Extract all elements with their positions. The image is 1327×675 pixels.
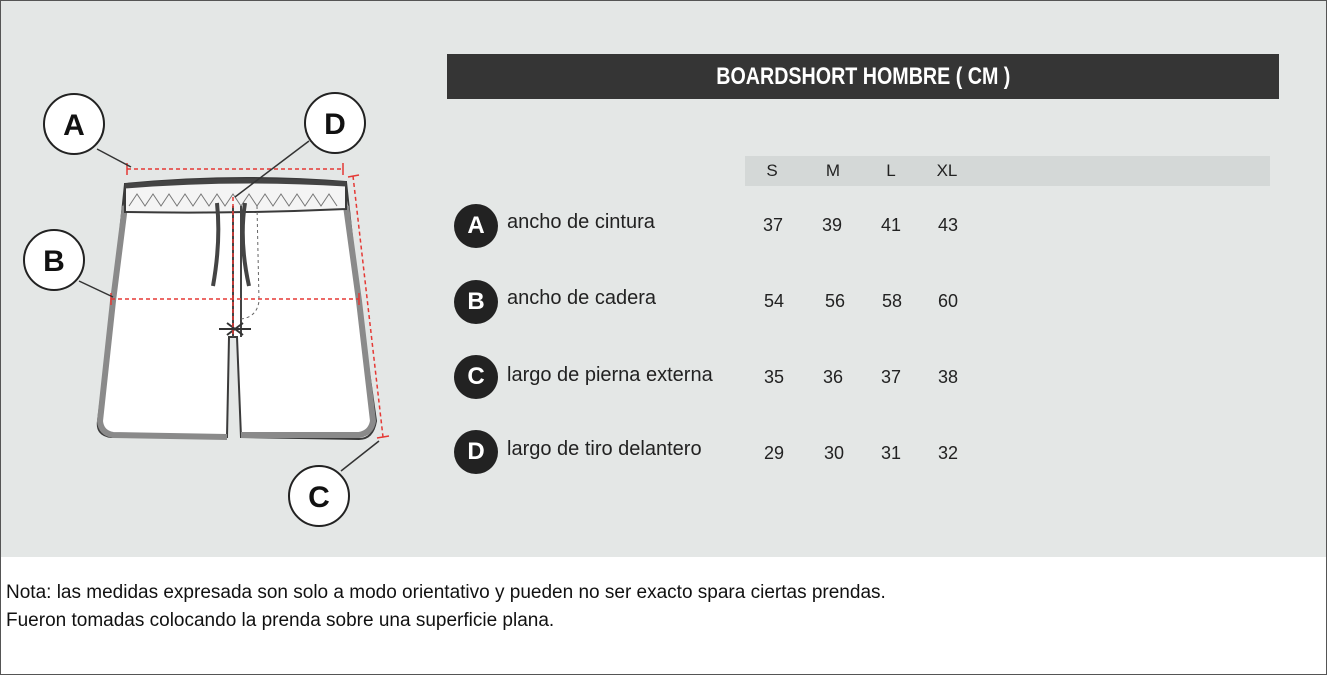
diagram-badge-d (305, 93, 365, 153)
diagram-letter-d: D (324, 108, 346, 141)
cell-b-xl: 60 (937, 291, 959, 311)
note-line-2: Fueron tomadas colocando la prenda sobre una superficie plana. (6, 610, 555, 631)
row-label-c: largo de pierna externa (507, 364, 713, 386)
cell-a-m: 39 (821, 215, 843, 235)
row-badge-b: B (454, 280, 498, 324)
size-label-xl: XL (936, 161, 958, 180)
cell-b-l: 58 (881, 291, 903, 311)
row-label-b: ancho de cadera (507, 287, 657, 309)
cell-d-m: 30 (823, 443, 845, 463)
shorts-outline (98, 182, 376, 439)
cell-c-s: 35 (763, 367, 785, 387)
row-badge-a: A (454, 204, 498, 248)
size-label-s: S (766, 161, 778, 180)
size-label-m: M (825, 161, 841, 180)
cell-d-s: 29 (763, 443, 785, 463)
cell-c-m: 36 (822, 367, 844, 387)
diagram-letter-c: C (308, 481, 330, 514)
diagram-badge-c (289, 466, 349, 526)
row-badge-c: C (454, 355, 498, 399)
diagram-letter-a: A (63, 109, 85, 142)
cell-a-xl: 43 (937, 215, 959, 235)
row-badge-d: D (454, 430, 498, 474)
chart-title-bar (447, 54, 1279, 99)
diagram-badge-a (44, 94, 104, 154)
chart-title: BOARDSHORT HOMBRE ( CM ) (715, 62, 1011, 90)
note-line-1: Nota: las medidas expresada son solo a modo orientativo y pueden no ser exacto spara ciertas prendas. (6, 582, 886, 603)
cell-c-xl: 38 (937, 367, 959, 387)
diagram-badge-b (24, 230, 84, 290)
diagram-letter-b: B (43, 245, 65, 278)
cell-d-l: 31 (880, 443, 902, 463)
cell-d-xl: 32 (937, 443, 959, 463)
cell-a-l: 41 (880, 215, 902, 235)
cell-b-m: 56 (824, 291, 846, 311)
cell-c-l: 37 (880, 367, 902, 387)
row-label-d: largo de tiro delantero (507, 438, 702, 460)
cell-b-s: 54 (763, 291, 785, 311)
size-header-row (745, 156, 1270, 186)
row-label-a: ancho de cintura (507, 211, 655, 233)
boardshort-diagram (1, 1, 441, 557)
size-label-l: L (886, 161, 896, 180)
cell-a-s: 37 (762, 215, 784, 235)
